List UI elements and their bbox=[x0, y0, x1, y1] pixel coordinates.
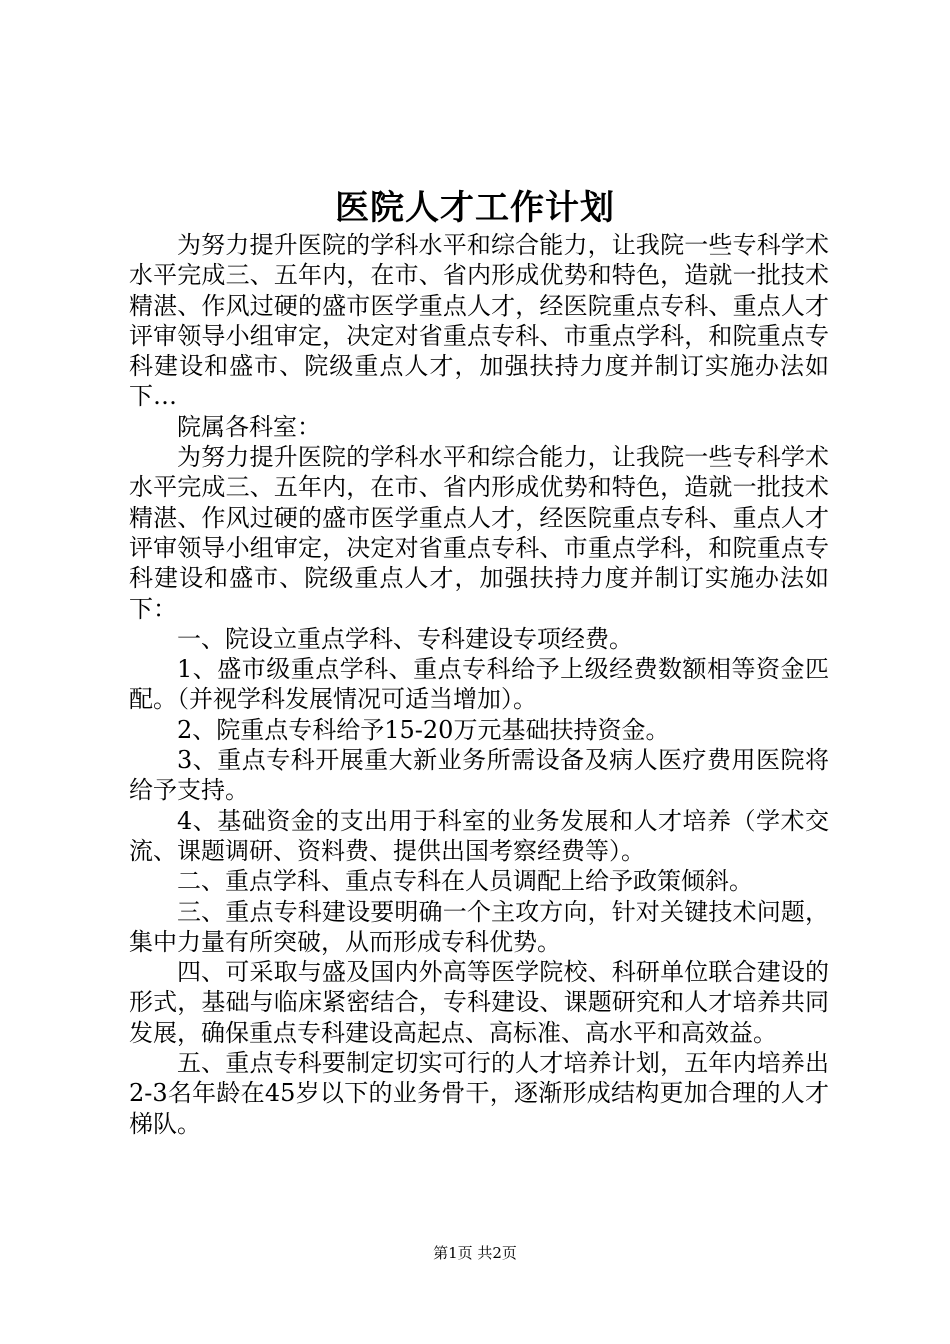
paragraph-subitem-2: 2、院重点专科给予15-20万元基础扶持资金。 bbox=[177, 715, 670, 744]
document-body bbox=[129, 230, 829, 1139]
paragraph-subitem-1: 1、盛市级重点学科、重点专科给予上级经费数额相等资金匹配。（并视学科发展情况可适当增加）。 bbox=[129, 655, 829, 714]
paragraph-intro: 为努力提升医院的学科水平和综合能力，让我院一些专科学术水平完成三、五年内，在市、省内形成优势和特色，造就一批技术精湛、作风过硬的盛市医学重点人才，经医院重点专科、重点人才评审领导小组审定，决定对省重点专科、市重点学科，和院重点专科建设和盛市、院级重点人才，加强扶持力度并制订实施办法如下… bbox=[129, 231, 829, 411]
paragraph-item-3: 三、重点专科建设要明确一个主攻方向，针对关键技术问题，集中力量有所突破，从而形成专科优势。 bbox=[129, 897, 829, 956]
paragraph-salutation: 院属各科室： bbox=[177, 412, 321, 441]
paragraph-intro-repeat: 为努力提升医院的学科水平和综合能力，让我院一些专科学术水平完成三、五年内，在市、省内形成优势和特色，造就一批技术精湛、作风过硬的盛市医学重点人才，经医院重点专科、重点人才评审领导小组审定，决定对省重点专科、市重点学科，和院重点专科建设和盛市、院级重点人才，加强扶持力度并制订实施办法如下： bbox=[129, 443, 829, 623]
page-footer: 第1页 共2页 bbox=[433, 1244, 517, 1262]
paragraph-item-5: 五、重点专科要制定切实可行的人才培养计划，五年内培养出2-3名年龄在45岁以下的业务骨干，逐渐形成结构更加合理的人才梯队。 bbox=[129, 1049, 829, 1138]
document-title: 医院人才工作计划 bbox=[335, 188, 615, 228]
paragraph-item-2: 二、重点学科、重点专科在人员调配上给予政策倾斜。 bbox=[177, 867, 753, 896]
paragraph-subitem-4: 4、基础资金的支出用于科室的业务发展和人才培养（学术交流、课题调研、资料费、提供出国考察经费等）。 bbox=[129, 806, 829, 865]
paragraph-subitem-3: 3、重点专科开展重大新业务所需设备及病人医疗费用医院将给予支持。 bbox=[129, 746, 829, 805]
paragraph-item-4: 四、可采取与盛及国内外高等医学院校、科研单位联合建设的形式，基础与临床紧密结合，专科建设、课题研究和人才培养共同发展，确保重点专科建设高起点、高标准、高水平和高效益。 bbox=[129, 958, 829, 1047]
paragraph-item-1: 一、院设立重点学科、专科建设专项经费。 bbox=[177, 624, 633, 653]
